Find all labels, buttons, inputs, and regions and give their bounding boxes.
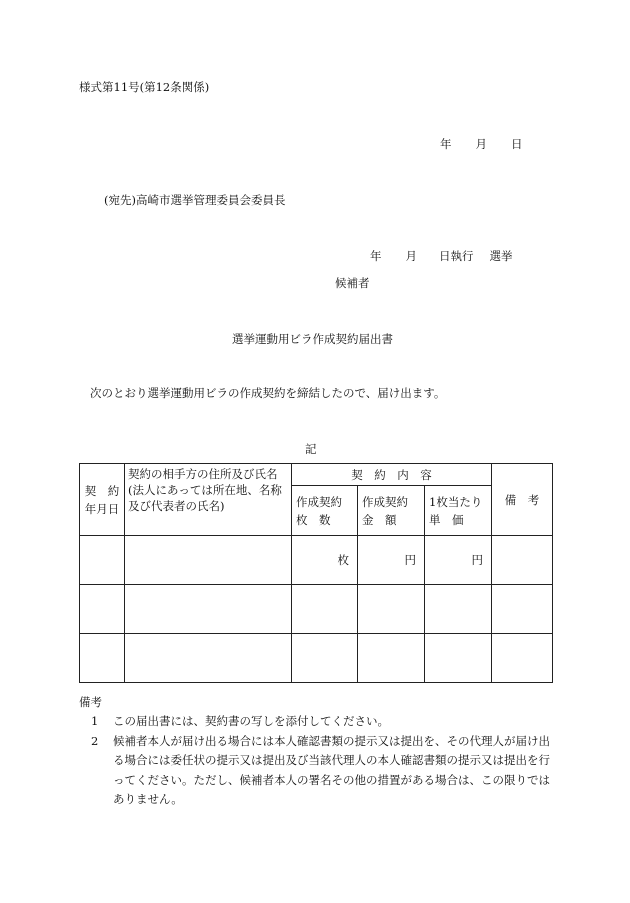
amount-header-line1: 作成契約	[362, 494, 408, 509]
note-cell[interactable]	[492, 634, 553, 683]
year-label: 年	[440, 137, 452, 151]
quantity-cell[interactable]	[292, 634, 358, 683]
election-day-held-label: 日執行	[439, 249, 474, 263]
table-row	[80, 585, 553, 634]
election-label: 選挙	[489, 249, 513, 263]
candidate-label: 候補者	[335, 276, 370, 290]
intro-text: 次のとおり選挙運動用ビラの作成契約を締結したので、届け出ます。	[90, 386, 446, 400]
remarks-header: 備 考	[492, 464, 553, 536]
date-cell[interactable]	[80, 585, 125, 634]
unit-price-unit: 円	[471, 553, 484, 567]
submission-date-line	[440, 136, 523, 152]
amount-cell[interactable]	[358, 585, 425, 634]
quantity-cell[interactable]	[292, 585, 358, 634]
amount-header	[358, 486, 425, 536]
contract-date-header-line2: 年月日	[84, 501, 120, 516]
quantity-cell[interactable]	[292, 536, 358, 585]
list-item	[79, 712, 559, 732]
day-label: 日	[511, 137, 523, 151]
table-row	[80, 634, 553, 683]
remark-text: 候補者本人が届け出る場合には本人確認書類の提示又は提出を、その代理人が届け出る場合には委任状の提示又は提出及び当該代理人の本人確認書類の提示又は提出を行ってください。ただし、候補者本人の署名その他の措置がある場合は、この限りではありません。	[113, 733, 550, 806]
date-cell[interactable]	[80, 634, 125, 683]
ki-label: 記	[305, 442, 317, 456]
unit-price-header-line2: 単 価	[429, 512, 464, 527]
quantity-header-line1: 作成契約	[296, 494, 342, 509]
election-date-line	[370, 248, 513, 264]
election-year-label: 年	[370, 249, 382, 263]
quantity-unit: 枚	[337, 553, 349, 567]
amount-header-line2: 金 額	[362, 512, 397, 527]
date-cell[interactable]	[80, 536, 125, 585]
unit-price-cell[interactable]	[425, 634, 492, 683]
quantity-header-line2: 枚 数	[296, 512, 331, 527]
remarks-list	[79, 712, 559, 810]
note-cell[interactable]	[492, 585, 553, 634]
document-title: 選挙運動用ビラ作成契約届出書	[232, 332, 393, 346]
amount-cell[interactable]	[358, 634, 425, 683]
remark-number: 1	[91, 714, 99, 728]
quantity-header	[292, 486, 358, 536]
unit-price-header	[425, 486, 492, 536]
form-number: 様式第11号(第12条関係)	[79, 80, 210, 94]
unit-price-header-line1: 1枚当たり	[429, 494, 483, 509]
party-header: 契約の相手方の住所及び氏名(法人にあっては所在地、名称及び代表者の氏名)	[125, 464, 292, 536]
month-label: 月	[475, 137, 487, 151]
unit-price-cell[interactable]	[425, 536, 492, 585]
remark-number: 2	[91, 733, 99, 748]
amount-unit: 円	[404, 553, 416, 567]
contract-table	[79, 463, 553, 683]
contract-date-header	[80, 464, 125, 536]
note-cell[interactable]	[492, 536, 553, 585]
party-cell[interactable]	[125, 585, 292, 634]
remarks-title: 備考	[79, 695, 102, 709]
contract-contents-header: 契 約 内 容	[292, 464, 492, 486]
remark-text: この届出書には、契約書の写しを添付してください。	[113, 714, 389, 728]
party-cell[interactable]	[125, 634, 292, 683]
addressee: (宛先)高崎市選挙管理委員会委員長	[104, 193, 286, 207]
unit-price-cell[interactable]	[425, 585, 492, 634]
party-cell[interactable]	[125, 536, 292, 585]
table-row	[80, 536, 553, 585]
amount-cell[interactable]	[358, 536, 425, 585]
contract-date-header-line1: 契 約	[84, 483, 120, 498]
election-month-label: 月	[405, 249, 417, 263]
list-item	[79, 732, 559, 810]
